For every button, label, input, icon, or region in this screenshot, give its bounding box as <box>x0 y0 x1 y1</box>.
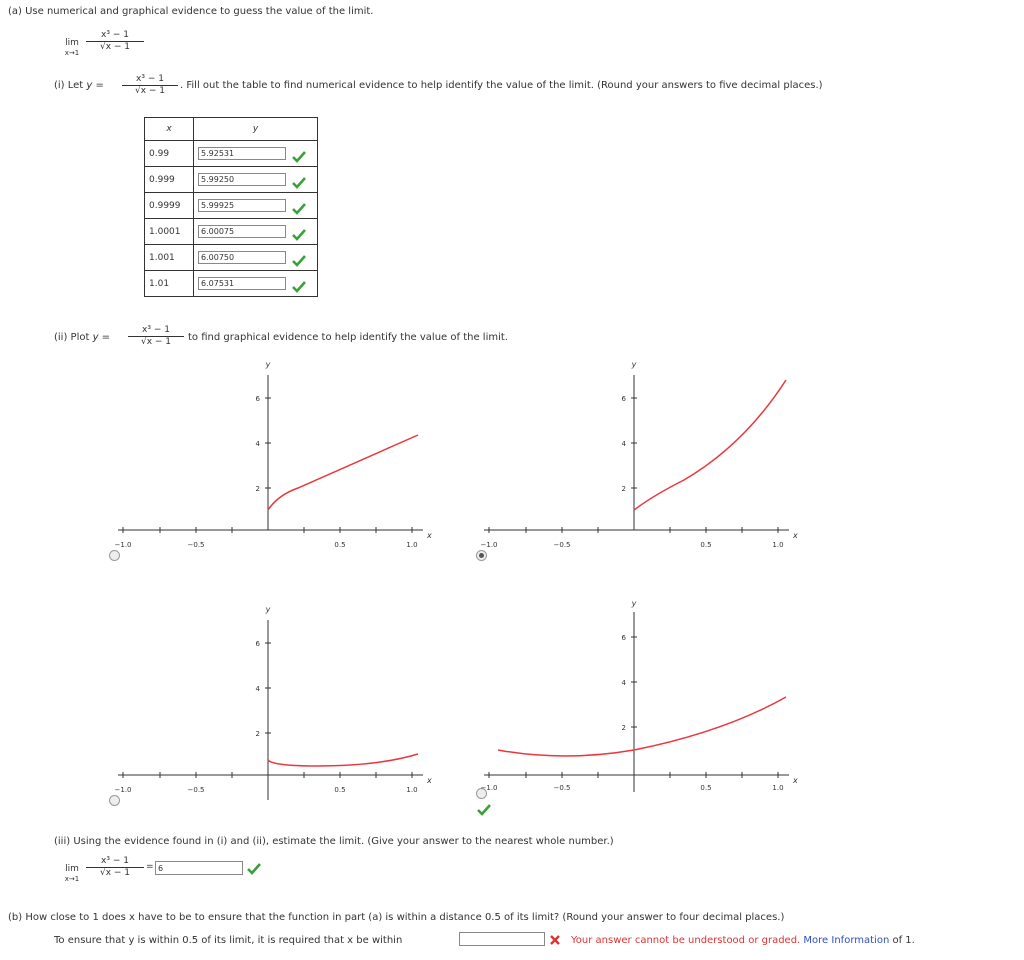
graph-b-plot <box>480 355 804 555</box>
check-icon <box>292 281 306 293</box>
x-axis-label: x <box>793 776 798 785</box>
tick-label: −0.5 <box>553 784 571 792</box>
check-icon <box>292 203 306 215</box>
part-a-prompt: (a) Use numerical and graphical evidence to guess the value of the limit. <box>8 6 374 17</box>
part-i-fraction <box>122 74 178 97</box>
tick-label: 6 <box>255 395 260 403</box>
error-message <box>571 935 915 946</box>
part-i-label <box>54 80 104 91</box>
fraction-denominator: √x − 1 <box>99 868 131 878</box>
more-information-link[interactable]: More Information <box>803 935 890 946</box>
column-header-x: x <box>145 118 194 141</box>
limit-answer-input[interactable]: 6 <box>155 861 243 875</box>
tick-label: −0.5 <box>187 786 205 794</box>
part-iii-limit-operator <box>60 864 84 884</box>
part-a-fraction <box>86 30 144 53</box>
tick-label: 0.5 <box>700 784 712 792</box>
tick-label: 6 <box>621 634 626 642</box>
y-input[interactable]: 5.92531 <box>198 147 286 160</box>
curve <box>268 754 418 766</box>
tick-label: 1.0 <box>772 541 784 549</box>
tick-label: −1.0 <box>114 786 132 794</box>
check-icon <box>292 255 306 267</box>
part-b-prompt: (b) How close to 1 does x have to be to ensure that the function in part (a) is within a distance 0.5 of its limit? (Round your answer to four decimal places.) <box>8 912 785 923</box>
part-iii-prompt: (iii) Using the evidence found in (i) and (ii), estimate the limit. (Give your answer to the nearest whole number.) <box>54 836 614 847</box>
tick-label: −0.5 <box>187 541 205 549</box>
tick-label: −1.0 <box>114 541 132 549</box>
tick-label: 6 <box>621 395 626 403</box>
fraction-denominator: √x − 1 <box>99 42 131 52</box>
x-axis-label: x <box>427 531 432 540</box>
tick-label: 2 <box>255 485 260 493</box>
tick-label: 1.0 <box>406 541 418 549</box>
part-ii-y-eq: y = <box>92 332 111 343</box>
tick-label: −1.0 <box>480 784 498 792</box>
x-value: 0.99 <box>145 141 194 167</box>
tick-label: 2 <box>621 724 626 732</box>
fraction-numerator: x³ − 1 <box>128 325 184 337</box>
error-text: Your answer cannot be understood or graded. <box>571 935 801 946</box>
part-i-instructions: . Fill out the table to find numerical evidence to help identify the value of the limit. (Round your answers to five decimal places.) <box>180 80 823 91</box>
check-icon <box>292 177 306 189</box>
y-input[interactable]: 6.07531 <box>198 277 286 290</box>
check-icon <box>292 151 306 163</box>
fraction-numerator: x³ − 1 <box>86 30 144 42</box>
part-i-y-eq: y = <box>86 80 104 91</box>
y-input[interactable]: 5.99925 <box>198 199 286 212</box>
y-axis-label: y <box>265 605 271 614</box>
lim-text: lim <box>65 864 79 874</box>
lim-subscript: x→1 <box>64 875 80 883</box>
part-b-tail: of 1. <box>892 935 915 946</box>
y-input[interactable]: 6.00075 <box>198 225 286 238</box>
x-value: 1.01 <box>145 271 194 297</box>
y-input[interactable]: 6.00750 <box>198 251 286 264</box>
y-axis-label: y <box>265 360 271 369</box>
y-input[interactable]: 5.99250 <box>198 173 286 186</box>
tick-label: 0.5 <box>334 541 346 549</box>
tick-label: 4 <box>255 440 260 448</box>
part-i-prefix: (i) Let <box>54 80 84 91</box>
tick-label: 0.5 <box>700 541 712 549</box>
lim-subscript: x→1 <box>64 49 80 57</box>
tick-label: 0.5 <box>334 786 346 794</box>
distance-answer-input[interactable] <box>459 932 545 946</box>
x-axis-label: x <box>793 531 798 540</box>
curve <box>268 435 418 510</box>
x-value: 0.999 <box>145 167 194 193</box>
graph-c-plot <box>114 600 438 800</box>
x-value: 1.001 <box>145 245 194 271</box>
part-ii-fraction <box>128 325 184 348</box>
curve <box>634 380 786 510</box>
graph-a-plot <box>114 355 438 555</box>
fraction-denominator: √x − 1 <box>134 86 166 96</box>
close-icon <box>550 935 560 945</box>
x-value: 1.0001 <box>145 219 194 245</box>
equals-sign: = <box>146 862 154 872</box>
check-icon <box>477 804 491 816</box>
graph-d-plot <box>480 592 804 792</box>
part-ii-instructions: to find graphical evidence to help identify the value of the limit. <box>188 332 508 343</box>
y-axis-label: y <box>631 360 637 369</box>
tick-label: −0.5 <box>553 541 571 549</box>
x-axis-label: x <box>427 776 432 785</box>
tick-label: 6 <box>255 640 260 648</box>
part-ii-label <box>54 332 110 343</box>
part-ii-prefix: (ii) Plot <box>54 332 90 343</box>
fraction-numerator: x³ − 1 <box>122 74 178 86</box>
tick-label: 4 <box>621 440 626 448</box>
part-b-sentence: To ensure that y is within 0.5 of its limit, it is required that x be within <box>54 935 403 946</box>
y-axis-label: y <box>631 599 637 608</box>
tick-label: 1.0 <box>772 784 784 792</box>
tick-label: 1.0 <box>406 786 418 794</box>
lim-text: lim <box>65 38 79 48</box>
part-a-limit-operator <box>60 38 84 58</box>
tick-label: 2 <box>621 485 626 493</box>
check-icon <box>292 229 306 241</box>
part-iii-fraction <box>86 856 144 879</box>
tick-label: −1.0 <box>480 541 498 549</box>
check-icon <box>247 863 261 875</box>
column-header-y: y <box>194 118 318 141</box>
fraction-numerator: x³ − 1 <box>86 856 144 868</box>
tick-label: 4 <box>255 685 260 693</box>
curve <box>498 697 786 756</box>
fraction-denominator: √x − 1 <box>140 337 172 347</box>
tick-label: 4 <box>621 679 626 687</box>
x-value: 0.9999 <box>145 193 194 219</box>
tick-label: 2 <box>255 730 260 738</box>
